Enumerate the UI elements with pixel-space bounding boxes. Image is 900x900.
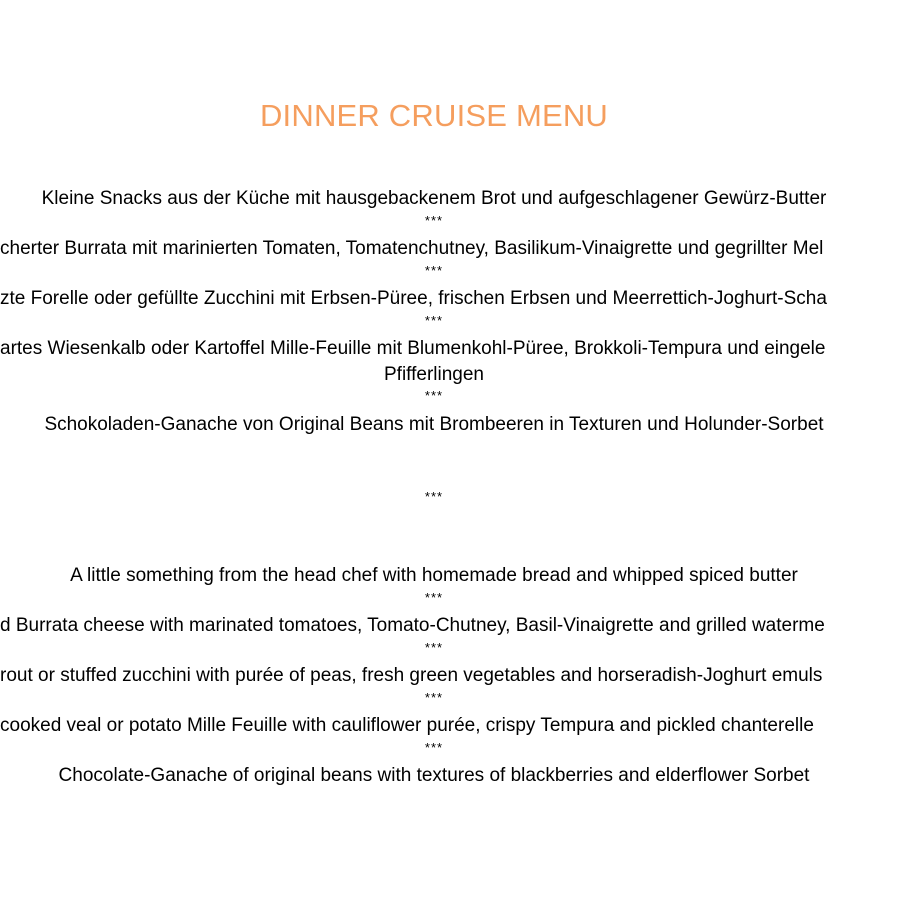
section-separator: *** bbox=[424, 489, 444, 504]
course-separator: *** bbox=[424, 740, 444, 755]
english-dessert-course: Chocolate-Ganache of original beans with textures of blackberries and elderflower Sorbet bbox=[58, 765, 810, 786]
menu-title: DINNER CRUISE MENU bbox=[259, 98, 609, 133]
german-dessert-course: Schokoladen-Ganache von Original Beans mit Brombeeren in Texturen und Holunder-Sorbet bbox=[44, 414, 824, 435]
course-separator: *** bbox=[424, 590, 444, 605]
german-fish-course: zte Forelle oder gefüllte Zucchini mit Erbsen-Püree, frischen Erbsen und Meerrettich-Joghurt-Scha bbox=[0, 288, 827, 309]
course-separator: *** bbox=[424, 690, 444, 705]
german-burrata-course: cherter Burrata mit marinierten Tomaten, Tomatenchutney, Basilikum-Vinaigrette und gegrillter Mel bbox=[0, 238, 824, 259]
english-burrata-course: d Burrata cheese with marinated tomatoes, Tomato-Chutney, Basil-Vinaigrette and grilled waterme bbox=[0, 615, 825, 636]
german-starter-course: Kleine Snacks aus der Küche mit hausgebackenem Brot und aufgeschlagener Gewürz-Butter bbox=[41, 188, 827, 209]
english-fish-course: rout or stuffed zucchini with purée of peas, fresh green vegetables and horseradish-Joghurt emuls bbox=[0, 665, 823, 686]
english-starter-course: A little something from the head chef with homemade bread and whipped spiced butter bbox=[70, 565, 798, 586]
course-separator: *** bbox=[424, 640, 444, 655]
course-separator: *** bbox=[424, 388, 444, 403]
english-main-course: cooked veal or potato Mille Feuille with cauliflower purée, crispy Tempura and pickled chanterelle bbox=[0, 715, 814, 736]
german-main-course-line2: Pfifferlingen bbox=[384, 364, 484, 385]
course-separator: *** bbox=[424, 313, 444, 328]
german-main-course-line1: artes Wiesenkalb oder Kartoffel Mille-Feuille mit Blumenkohl-Püree, Brokkoli-Tempura und eingele bbox=[0, 338, 826, 359]
course-separator: *** bbox=[424, 213, 444, 228]
course-separator: *** bbox=[424, 263, 444, 278]
